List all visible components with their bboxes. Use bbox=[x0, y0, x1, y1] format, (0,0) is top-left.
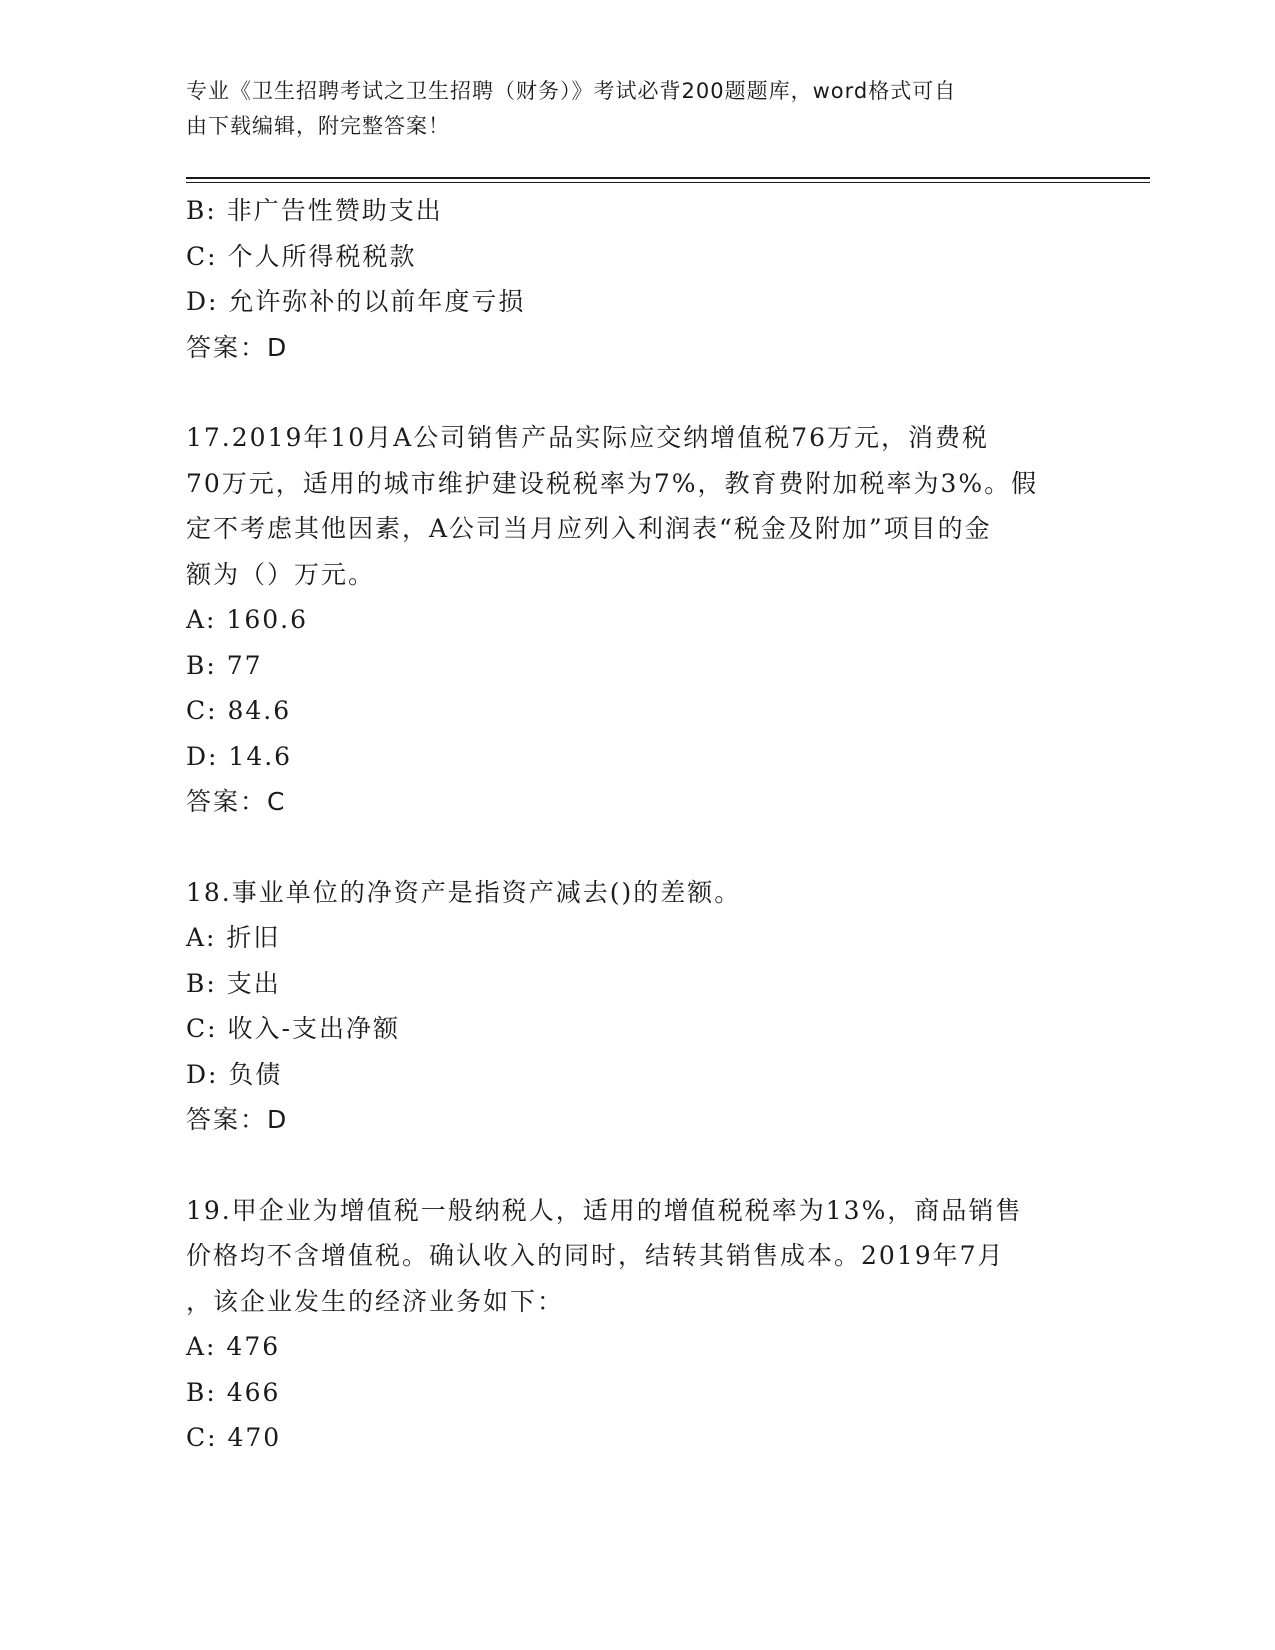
spacer bbox=[186, 825, 1086, 870]
header-divider-thin bbox=[186, 182, 1150, 183]
q19-option-c: C: 470 bbox=[186, 1423, 282, 1452]
header-line-2: 由下载编辑，附完整答案！ bbox=[186, 114, 450, 138]
q18-option-c: C: 收入-支出净额 bbox=[186, 1014, 400, 1043]
document-header bbox=[186, 74, 1066, 144]
q17-stem-line-1: 17.2019年10月A公司销售产品实际应交纳增值税76万元，消费税 bbox=[186, 423, 990, 452]
spacer bbox=[186, 1143, 1086, 1188]
q19-stem-line-2: 价格均不含增值税。确认收入的同时，结转其销售成本。2019年7月 bbox=[186, 1241, 1005, 1270]
q17-option-a: A: 160.6 bbox=[186, 605, 308, 634]
question-18 bbox=[186, 870, 1086, 1143]
question-16-tail bbox=[186, 188, 1086, 370]
q17-option-b: B: 77 bbox=[186, 650, 263, 680]
q16-option-b: B: 非广告性赞助支出 bbox=[186, 196, 443, 225]
q18-option-d: D: 负债 bbox=[186, 1059, 283, 1089]
header-line-1: 专业《卫生招聘考试之卫生招聘（财务）》考试必背200题题库，word格式可自 bbox=[186, 79, 957, 103]
q19-stem-line-1: 19.甲企业为增值税一般纳税人，适用的增值税税率为13%，商品销售 bbox=[186, 1195, 1023, 1225]
q16-option-c: C: 个人所得税税款 bbox=[186, 241, 417, 271]
q17-option-d: D: 14.6 bbox=[186, 741, 293, 771]
spacer bbox=[186, 370, 1086, 415]
question-list bbox=[186, 188, 1086, 1461]
header-divider-thick bbox=[186, 177, 1150, 179]
question-17 bbox=[186, 415, 1086, 825]
q17-answer: 答案：C bbox=[186, 787, 287, 816]
q18-stem-line-1: 18.事业单位的净资产是指资产减去()的差额。 bbox=[186, 877, 742, 907]
q16-answer: 答案：D bbox=[186, 332, 289, 362]
q16-option-d: D: 允许弥补的以前年度亏损 bbox=[186, 287, 526, 316]
q17-stem-line-2: 70万元，适用的城市维护建设税税率为7%，教育费附加税率为3%。假 bbox=[186, 468, 1039, 498]
q18-option-b: B: 支出 bbox=[186, 968, 281, 998]
q17-stem-line-4: 额为（）万元。 bbox=[186, 559, 376, 589]
q19-stem-line-3: ，该企业发生的经济业务如下： bbox=[186, 1286, 565, 1316]
q17-option-c: C: 84.6 bbox=[186, 696, 292, 725]
q17-stem-line-3: 定不考虑其他因素，A公司当月应列入利润表“税金及附加”项目的金 bbox=[186, 514, 992, 543]
q18-option-a: A: 折旧 bbox=[186, 923, 281, 952]
q19-option-b: B: 466 bbox=[186, 1377, 281, 1407]
q19-option-a: A: 476 bbox=[186, 1332, 281, 1361]
q18-answer: 答案：D bbox=[186, 1105, 289, 1134]
question-19 bbox=[186, 1188, 1086, 1461]
